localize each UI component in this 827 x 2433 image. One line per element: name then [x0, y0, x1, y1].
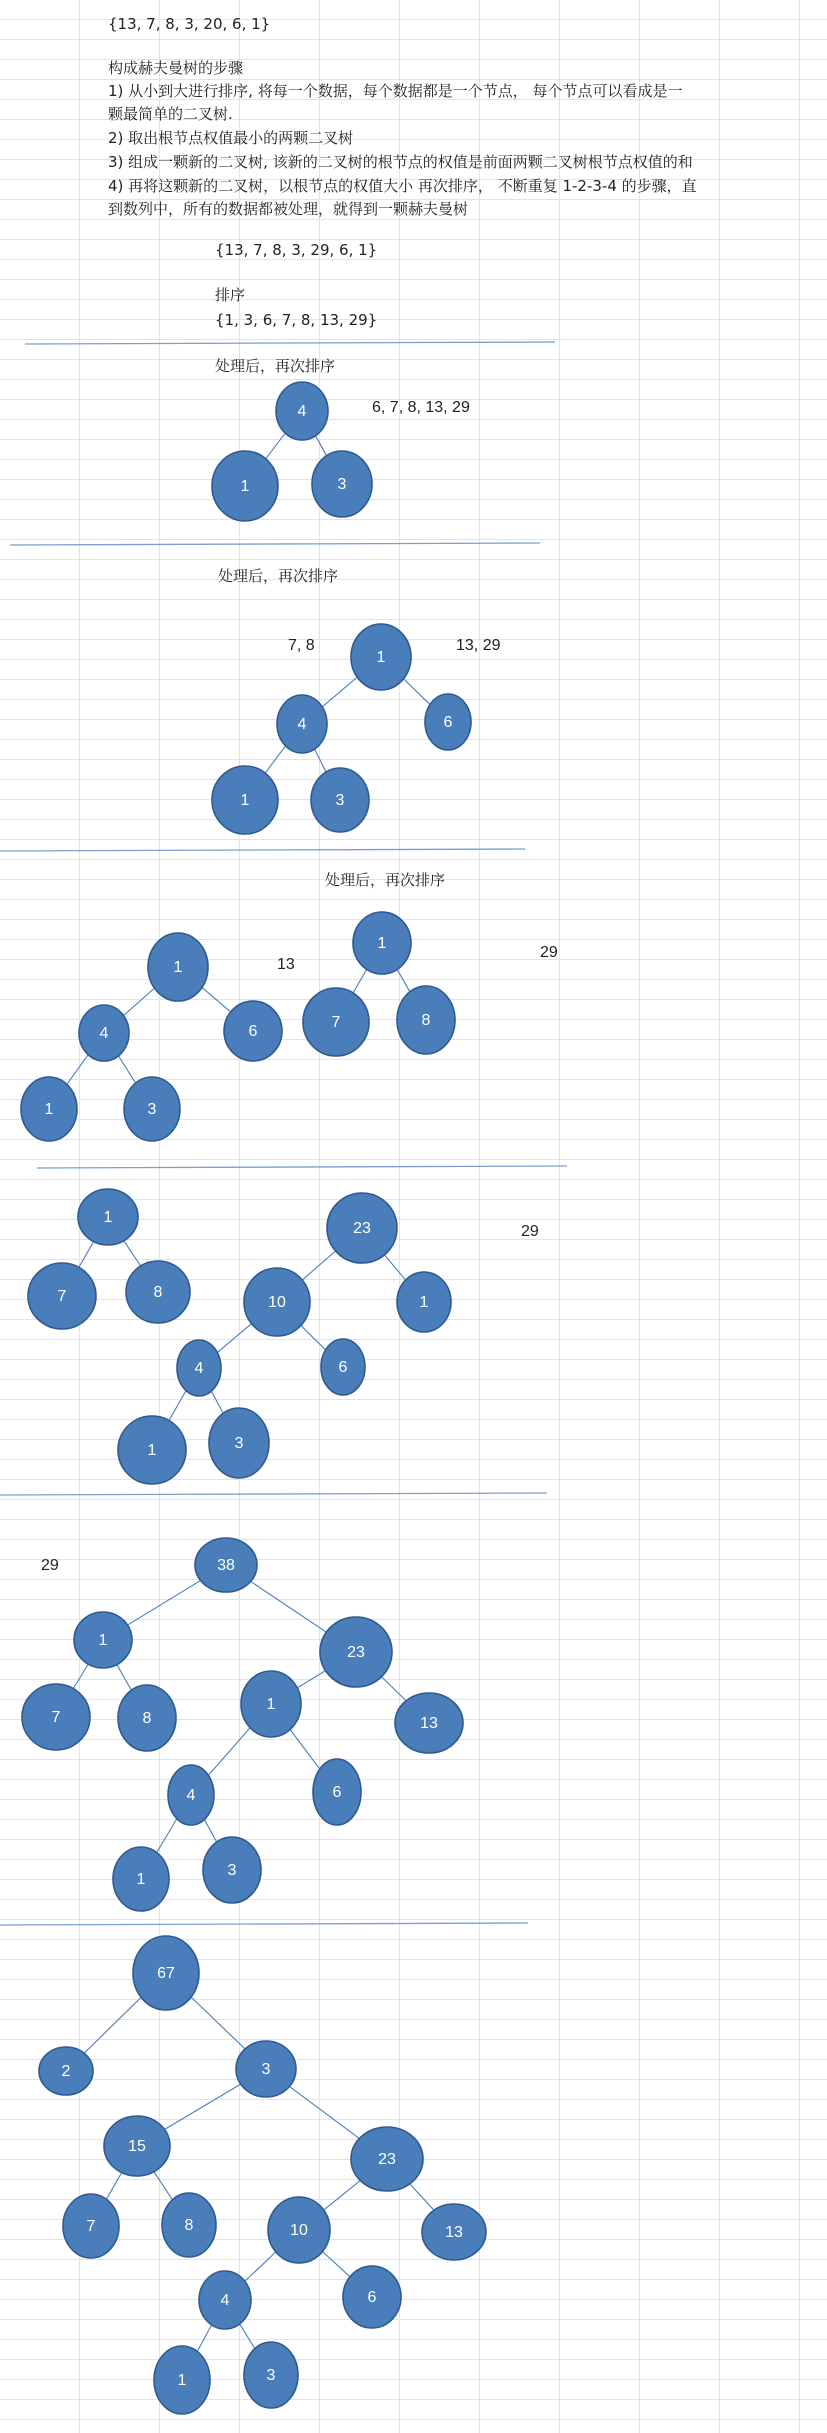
- stage-4-node-8: [321, 1339, 365, 1395]
- stage-6-node-9: [422, 2204, 486, 2260]
- stage-4-edge-7: [169, 1387, 189, 1421]
- stage-4-remaining-1: 29: [521, 1223, 539, 1240]
- stage-4-edge-5: [216, 1323, 253, 1354]
- stage-4-node-10: [209, 1408, 269, 1478]
- stage-3-remaining-1: 13: [277, 956, 295, 973]
- stage-1-edge-2: [314, 433, 328, 458]
- sort-label: 排序: [215, 286, 246, 304]
- node-weight-label: 6: [443, 714, 453, 732]
- stage-4-node-6: [397, 1272, 451, 1332]
- stage-divider-1: [25, 342, 555, 344]
- node-weight-label: 3: [337, 476, 347, 494]
- stage-divider-5: [0, 1493, 547, 1495]
- stage-2-node-1: [351, 624, 411, 690]
- node-weight-label: 13: [445, 2224, 463, 2242]
- stage-5-node-7: [395, 1693, 463, 1753]
- steps-title: 构成赫夫曼树的步骤: [108, 59, 244, 77]
- node-weight-label: 2: [61, 2063, 71, 2081]
- stage-6-edge-8: [408, 2182, 435, 2212]
- stage-3-node-3: [224, 1001, 282, 1061]
- stage-6-edge-9: [244, 2251, 277, 2283]
- stage-4-edge-3: [301, 1251, 336, 1281]
- stage-4-node-3: [126, 1261, 190, 1323]
- stage-1-node-2: [212, 451, 278, 521]
- stage-5-edge-6: [381, 1676, 408, 1703]
- node-weight-label: 7: [51, 1709, 61, 1727]
- stage-3-node-1: [148, 933, 208, 1001]
- stage-2-edge-2: [402, 678, 432, 707]
- stage-4-edge-2: [123, 1240, 141, 1267]
- stage-divider-4: [37, 1166, 567, 1168]
- node-weight-label: 3: [335, 792, 345, 810]
- stage-6-node-2: [39, 2047, 93, 2095]
- stage-3-edge-4: [117, 1054, 137, 1086]
- node-weight-label: 6: [332, 1784, 342, 1802]
- stage-1-caption: 处理后，再次排序: [215, 357, 336, 375]
- step-1-line-b: 颗最简单的二叉树.: [108, 105, 233, 123]
- stage-6-node-1: [133, 1936, 199, 2010]
- step-2: 2) 取出根节点权值最小的两颗二叉树: [108, 129, 354, 147]
- stage-5-node-10: [113, 1847, 169, 1911]
- stage-5-remaining-1: 29: [41, 1557, 59, 1574]
- stage-5-node-4: [118, 1685, 176, 1751]
- stage-1-node-3: [312, 451, 372, 517]
- stage-5-edge-1: [126, 1579, 203, 1626]
- node-weight-label: 1: [147, 1442, 157, 1460]
- stage-6-node-8: [268, 2197, 330, 2263]
- stage-6-node-5: [63, 2194, 119, 2258]
- node-weight-label: 1: [419, 1294, 429, 1312]
- stage-5-node-1: [195, 1538, 257, 1592]
- stage-5-node-3: [22, 1684, 90, 1750]
- stage-3-remaining-2: 29: [540, 944, 558, 961]
- stage-5-edge-7: [206, 1726, 252, 1778]
- node-weight-label: 7: [86, 2218, 96, 2236]
- node-weight-label: 3: [266, 2367, 276, 2385]
- node-weight-label: 3: [227, 1862, 237, 1880]
- stage-4-node-4: [327, 1193, 397, 1263]
- node-weight-label: 23: [347, 1644, 365, 1662]
- node-weight-label: 23: [378, 2151, 396, 2169]
- stage-2-edge-1: [321, 676, 359, 708]
- stage-6-node-12: [154, 2346, 210, 2414]
- stage-2-edge-3: [264, 744, 287, 775]
- stage-6-edge-10: [321, 2251, 351, 2278]
- stage-4-edge-1: [78, 1241, 94, 1268]
- node-weight-label: 1: [173, 959, 183, 977]
- stage-6-edge-1: [83, 1996, 143, 2055]
- node-weight-label: 8: [142, 1710, 152, 1728]
- node-weight-label: 23: [353, 1220, 371, 1238]
- node-weight-label: 8: [184, 2217, 194, 2235]
- stage-3-edge-2: [200, 986, 231, 1013]
- stage-3-node-4: [21, 1077, 77, 1141]
- stage-4-edge-6: [300, 1325, 328, 1352]
- node-weight-label: 4: [297, 716, 307, 734]
- stage-4-node-9: [118, 1416, 186, 1484]
- node-weight-label: 6: [338, 1359, 348, 1377]
- stage-5-edge-3: [73, 1663, 89, 1689]
- node-weight-label: 1: [44, 1101, 54, 1119]
- original-set: {13, 7, 8, 3, 20, 6, 1}: [108, 15, 271, 33]
- stage-6-edge-7: [323, 2179, 363, 2211]
- stage-divider-2: [10, 543, 540, 545]
- node-weight-label: 7: [57, 1288, 67, 1306]
- node-weight-label: 8: [421, 1012, 431, 1030]
- step-1-line-a: 1) 从小到大进行排序, 将每一个数据，每个数据都是一个节点， 每个节点可以看成是一: [108, 82, 683, 100]
- node-weight-label: 1: [376, 649, 386, 667]
- stage-6-edge-2: [189, 1995, 246, 2050]
- stage-2-node-5: [311, 768, 369, 832]
- node-weight-label: 10: [290, 2222, 308, 2240]
- step-4-line-b: 到数列中，所有的数据都被处理，就得到一颗赫夫曼树: [108, 200, 469, 218]
- node-weight-label: 3: [234, 1435, 244, 1453]
- node-weight-label: 3: [261, 2061, 271, 2079]
- stage-3-node-7: [303, 988, 369, 1056]
- stage-6-edge-5: [105, 2172, 123, 2203]
- node-weight-label: 1: [103, 1209, 113, 1227]
- node-weight-label: 4: [194, 1360, 204, 1378]
- stage-2-remaining-1: 7, 8: [288, 637, 315, 654]
- node-weight-label: 10: [268, 1294, 286, 1312]
- stage-5-node-8: [168, 1765, 214, 1825]
- node-weight-label: 1: [240, 478, 250, 496]
- node-weight-label: 6: [367, 2289, 377, 2307]
- stage-2-node-4: [212, 766, 278, 834]
- stage-4-node-2: [28, 1263, 96, 1329]
- node-weight-label: 1: [136, 1871, 146, 1889]
- stage-3-node-2: [79, 1005, 129, 1061]
- sorted-set: {1, 3, 6, 7, 8, 13, 29}: [215, 311, 378, 329]
- node-weight-label: 4: [297, 403, 307, 421]
- stage-5-edge-5: [296, 1670, 327, 1689]
- stage-2-edge-4: [313, 746, 327, 775]
- stage-4-node-7: [177, 1340, 221, 1396]
- stage-4-node-5: [244, 1268, 310, 1336]
- stage-6-node-13: [244, 2342, 298, 2408]
- node-weight-label: 15: [128, 2138, 146, 2156]
- node-weight-label: 1: [98, 1632, 108, 1650]
- node-weight-label: 1: [177, 2372, 187, 2390]
- stage-5-node-2: [74, 1612, 132, 1668]
- node-weight-label: 4: [220, 2292, 230, 2310]
- node-weight-label: 4: [186, 1787, 196, 1805]
- stage-3-edge-5: [352, 968, 367, 995]
- step-3: 3) 组成一颗新的二叉树, 该新的二叉树的根节点的权值是前面两颗二叉树根节点权值的和: [108, 153, 693, 171]
- stage-3-node-5: [124, 1077, 180, 1141]
- stage-6-edge-6: [153, 2171, 174, 2203]
- stage-6-node-3: [236, 2041, 296, 2097]
- node-weight-label: 4: [99, 1025, 109, 1043]
- stage-5-edge-2: [248, 1580, 328, 1633]
- stage-4-edge-4: [384, 1254, 407, 1281]
- stage-3-node-6: [353, 912, 411, 974]
- stage-3-edge-3: [65, 1053, 90, 1087]
- stage-1-edge-1: [265, 431, 287, 460]
- stage-5-node-9: [313, 1759, 361, 1825]
- node-weight-label: 38: [217, 1557, 235, 1575]
- example-set: {13, 7, 8, 3, 29, 6, 1}: [215, 241, 378, 259]
- stage-5-edge-8: [289, 1728, 323, 1774]
- node-weight-label: 8: [153, 1284, 163, 1302]
- node-weight-label: 13: [420, 1715, 438, 1733]
- stage-5-node-11: [203, 1837, 261, 1903]
- node-weight-label: 3: [147, 1101, 157, 1119]
- stage-1-node-1: [276, 382, 328, 440]
- stage-5-edge-4: [117, 1664, 134, 1693]
- stage-1-remaining-1: 6, 7, 8, 13, 29: [372, 399, 470, 416]
- stage-6-edge-4: [288, 2085, 362, 2140]
- stage-6-node-11: [343, 2266, 401, 2328]
- stage-6-node-10: [199, 2271, 251, 2329]
- node-weight-label: 67: [157, 1965, 175, 1983]
- step-4-line-a: 4) 再将这颗新的二叉树，以根节点的权值大小 再次排序， 不断重复 1-2-3-4 的步骤，直: [108, 177, 697, 195]
- stage-divider-6: [0, 1923, 528, 1925]
- stage-3-edge-1: [122, 987, 156, 1017]
- stage-6-edge-3: [162, 2083, 242, 2131]
- stage-6-node-4: [104, 2116, 170, 2176]
- node-weight-label: 6: [248, 1023, 258, 1041]
- stage-3-node-8: [397, 986, 455, 1054]
- node-weight-label: 7: [331, 1014, 341, 1032]
- stage-6-node-6: [162, 2193, 216, 2257]
- stage-4-node-1: [78, 1189, 138, 1245]
- stage-2-node-3: [425, 694, 471, 750]
- stage-2-caption: 处理后，再次排序: [218, 567, 339, 585]
- node-weight-label: 1: [240, 792, 250, 810]
- stage-6-node-7: [351, 2127, 423, 2191]
- stage-2-node-2: [277, 695, 327, 753]
- stage-6-edge-12: [238, 2322, 257, 2353]
- stage-3-caption: 处理后，再次排序: [325, 871, 446, 889]
- node-weight-label: 1: [377, 935, 387, 953]
- node-weight-label: 1: [266, 1696, 276, 1714]
- stage-5-edge-9: [155, 1814, 180, 1855]
- remaining-weights: [41, 399, 558, 1574]
- stage-5-node-5: [320, 1617, 392, 1687]
- stage-divider-3: [0, 849, 525, 851]
- stage-2-remaining-2: 13, 29: [456, 637, 501, 654]
- stage-5-node-6: [241, 1671, 301, 1737]
- tree-nodes: [21, 382, 486, 2414]
